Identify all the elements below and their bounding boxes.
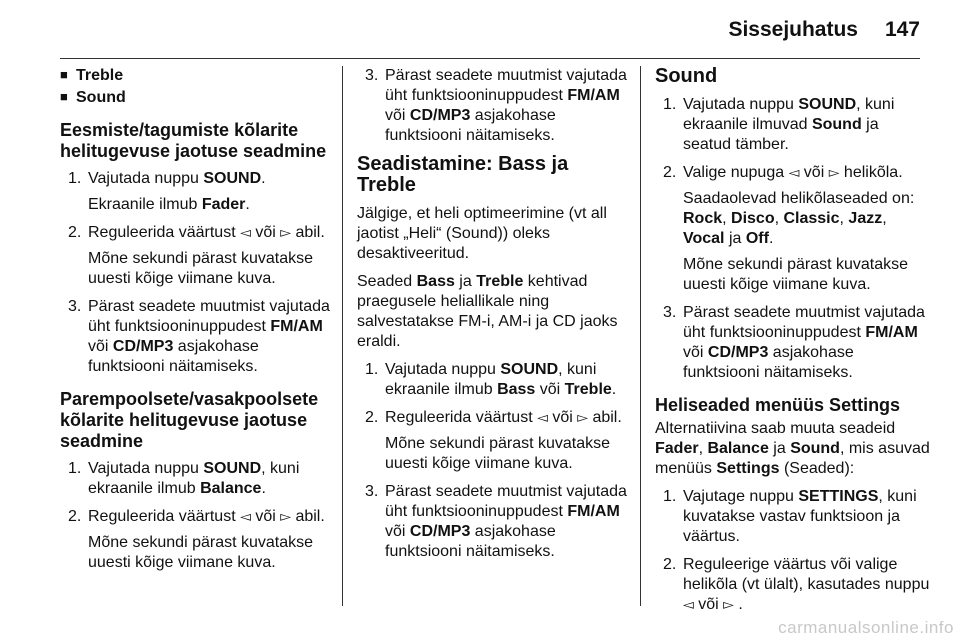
paragraph: Seaded Bass ja Treble kehtivad praegusele heliallikale ning salvestatakse FM-i, AM-i ja CD jaoks eraldi.	[357, 273, 618, 350]
step-number: 1.	[663, 96, 677, 113]
right-arrow-icon: ▻	[280, 509, 291, 525]
step-item: 1. Vajutage nuppu SETTINGS, kuni kuvatakse vastav funktsioon ja väärtus.	[663, 488, 917, 545]
left-arrow-icon: ◅	[788, 165, 800, 181]
step-number: 1.	[68, 170, 82, 187]
step-number: 3.	[365, 67, 379, 84]
step-number: 1.	[68, 460, 82, 477]
left-arrow-icon: ◅	[683, 597, 694, 613]
step-item: 3. Pärast seadete muutmist vajutada üht funktsiooninuppudest FM/AM või CD/MP3 asjakohase funktsiooni näitamiseks.	[68, 298, 330, 375]
left-arrow-icon: ◅	[240, 225, 251, 241]
paragraph: Jälgige, et heli optimeerimine (vt all jaotist „Heli“ (Sound)) oleks desaktiveeritud.	[357, 205, 607, 262]
section-heading: Eesmiste/tagumiste kõlarite helitugevuse jaotuse seadmine	[60, 120, 327, 161]
step-number: 1.	[365, 361, 379, 378]
paragraph: Alternatiivina saab muuta seadeid Fader, Balance ja Sound, mis asuvad menüüs Settings (Seaded):	[655, 420, 930, 477]
step-item: 3. Pärast seadete muutmist vajutada üht funktsiooninuppudest FM/AM või CD/MP3 asjakohase funktsiooni näitamiseks.	[365, 67, 627, 144]
step-number: 2.	[663, 164, 677, 181]
column-divider	[640, 66, 641, 606]
step-number: 3.	[365, 483, 379, 500]
column-2	[357, 66, 627, 570]
right-arrow-icon: ▻	[828, 165, 840, 181]
bullet-item: ■ Sound	[60, 88, 335, 108]
left-arrow-icon: ◅	[240, 509, 251, 525]
step-item: 1. Vajutada nuppu SOUND, kuni ekraanile ilmub Balance.	[68, 460, 300, 497]
step-item: 2. Reguleerida väärtust ◅ või ▻ abil. Mõne sekundi pärast kuvatakse uuesti kõige viimane kuva.	[365, 409, 622, 472]
bullet-item: ■ Treble	[60, 66, 335, 86]
step-item: 1. Vajutada nuppu SOUND, kuni ekraanile ilmub Bass või Treble.	[365, 361, 617, 398]
watermark: carmanualsonline.info	[778, 618, 954, 637]
step-item: 2. Reguleerida väärtust ◅ või ▻ abil. Mõne sekundi pärast kuvatakse uuesti kõige viimane kuva.	[68, 224, 325, 287]
step-item: 1. Vajutada nuppu SOUND, kuni ekraanile ilmuvad Sound ja seatud tämber.	[663, 96, 895, 153]
step-number: 2.	[68, 224, 82, 241]
step-number: 3.	[663, 304, 677, 321]
section-heading: Heliseaded menüüs Settings	[655, 395, 901, 415]
left-arrow-icon: ◅	[537, 410, 548, 426]
right-arrow-icon: ▻	[577, 410, 588, 426]
step-item: 2. Valige nupuga ◅ või ▻ helikõla. Saadaolevad helikõlaseaded on: Rock, Disco, Classic, Jazz, Vocal ja Off. Mõne sekundi pärast kuvatakse uuesti kõige viimane kuva.	[663, 164, 915, 293]
step-item: 1. Vajutada nuppu SOUND. Ekraanile ilmub Fader.	[68, 170, 266, 213]
step-number: 2.	[365, 409, 379, 426]
column-divider	[342, 66, 343, 606]
right-arrow-icon: ▻	[280, 225, 291, 241]
page-title: Sissejuhatus	[728, 18, 858, 41]
right-arrow-icon: ▻	[723, 597, 734, 613]
step-item: 2. Reguleerida väärtust ◅ või ▻ abil. Mõne sekundi pärast kuvatakse uuesti kõige viimane kuva.	[68, 508, 325, 571]
step-number: 3.	[68, 298, 82, 315]
page-header	[60, 0, 920, 59]
step-number: 1.	[663, 488, 677, 505]
column-3	[655, 66, 930, 623]
column-1	[60, 66, 335, 581]
step-item: 3. Pärast seadete muutmist vajutada üht funktsiooninuppudest FM/AM või CD/MP3 asjakohase funktsiooni näitamiseks.	[365, 483, 627, 560]
step-item: 3. Pärast seadete muutmist vajutada üht funktsiooninuppudest FM/AM või CD/MP3 asjakohase funktsiooni näitamiseks.	[663, 304, 925, 381]
step-number: 2.	[663, 556, 677, 573]
section-heading: Parempoolsete/vasakpoolsete kõlarite helitugevuse jaotuse seadmine	[60, 389, 319, 451]
section-heading: Seadistamine: Bass ja Treble	[357, 153, 569, 196]
step-item: 2. Reguleerige väärtus või valige helikõla (vt ülalt), kasutades nuppu ◅ või ▻ .	[663, 556, 930, 613]
step-number: 2.	[68, 508, 82, 525]
page-number: 147	[884, 18, 920, 41]
section-heading: Sound	[655, 65, 718, 87]
